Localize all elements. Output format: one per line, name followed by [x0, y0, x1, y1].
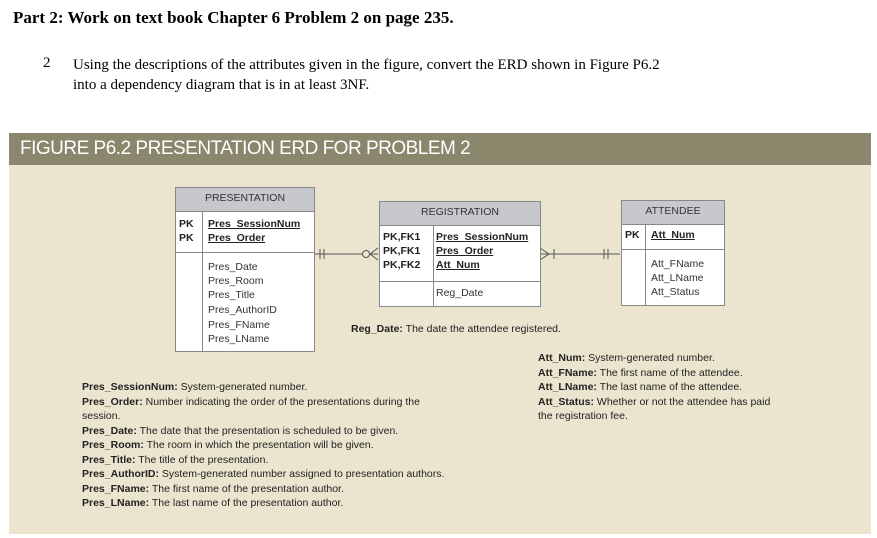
- attendee-descriptions: [538, 351, 770, 424]
- crowfoot-attendee-top: [540, 248, 549, 254]
- attribute: Att_Status: [651, 286, 700, 298]
- description-line: Att_Status: Whether or not the attendee has paid: [538, 395, 771, 408]
- key-attribute: Pres_Order: [208, 232, 266, 244]
- key-attribute: Pres_SessionNum: [436, 231, 529, 243]
- key-attribute: Att_Num: [436, 259, 480, 271]
- description-line: Pres_AuthorID: System-generated number assigned to presentation authors.: [82, 468, 445, 480]
- presentation-descriptions: [82, 380, 444, 511]
- reg-date-description: Reg_Date: The date the attendee registered.: [351, 323, 561, 335]
- problem-text: [73, 55, 833, 95]
- crowfoot-attendee-bottom: [540, 254, 549, 260]
- pk-label: PK: [179, 232, 194, 244]
- page-heading: Part 2: Work on text book Chapter 6 Problem 2 on page 235.: [13, 8, 454, 27]
- key-attribute: Pres_SessionNum: [208, 218, 301, 230]
- attribute: Pres_FName: [208, 319, 270, 331]
- figure-p6-2: [9, 133, 871, 534]
- problem-number: 2: [43, 55, 51, 71]
- figure-title: FIGURE P6.2 PRESENTATION ERD FOR PROBLEM 2: [20, 138, 471, 159]
- description-line: session.: [82, 410, 121, 422]
- attribute: Pres_Room: [208, 275, 264, 287]
- entity-registration: [379, 201, 541, 307]
- description-line: Att_LName: The last name of the attendee.: [538, 381, 743, 393]
- pk-label: PK,FK1: [383, 245, 421, 257]
- pk-label: PK: [625, 229, 640, 241]
- problem-line-2: into a dependency diagram that is in at least 3NF.: [73, 77, 370, 93]
- description-line: Pres_Date: The date that the presentation is scheduled to be given.: [82, 424, 399, 437]
- entity-registration-header: REGISTRATION: [380, 202, 540, 226]
- problem-line-1: Using the descriptions of the attributes given in the figure, convert the ERD shown in Figure P6.2: [73, 57, 660, 73]
- attribute: Pres_AuthorID: [208, 304, 277, 316]
- pk-label: PK,FK1: [383, 231, 421, 243]
- key-attribute: Att_Num: [651, 229, 695, 241]
- attribute: Reg_Date: [436, 287, 484, 299]
- entity-presentation-header: PRESENTATION: [176, 188, 314, 212]
- entity-attendee-header: ATTENDEE: [622, 201, 724, 225]
- attribute: Pres_LName: [208, 333, 270, 345]
- description-line: Pres_Title: The title of the presentation.: [82, 453, 269, 466]
- description-line: Pres_Room: The room in which the presentation will be given.: [82, 439, 374, 451]
- attribute: Pres_Title: [208, 289, 255, 301]
- crowfoot-registration-top: [370, 248, 378, 254]
- key-attribute: Pres_Order: [436, 245, 494, 257]
- entity-attendee: [621, 200, 725, 306]
- description-line: the registration fee.: [538, 410, 628, 422]
- description-line: Att_FName: The first name of the attendee.: [538, 366, 743, 379]
- crowfoot-registration-bottom: [370, 254, 378, 260]
- description-line: Pres_FName: The first name of the presentation author.: [82, 482, 344, 495]
- description-line: Att_Num: System-generated number.: [538, 352, 715, 364]
- pk-label: PK: [179, 218, 194, 230]
- entity-presentation: [175, 187, 315, 352]
- description-line: Pres_SessionNum: System-generated number.: [82, 381, 308, 393]
- pk-label: PK,FK2: [383, 259, 421, 271]
- zero-mark-registration: [363, 251, 370, 258]
- attribute: Att_LName: [651, 272, 704, 284]
- description-line: Pres_Order: Number indicating the order of the presentations during the: [82, 395, 420, 408]
- attribute: Att_FName: [651, 258, 705, 270]
- attribute: Pres_Date: [208, 261, 258, 273]
- description-line: Pres_LName: The last name of the presentation author.: [82, 497, 344, 509]
